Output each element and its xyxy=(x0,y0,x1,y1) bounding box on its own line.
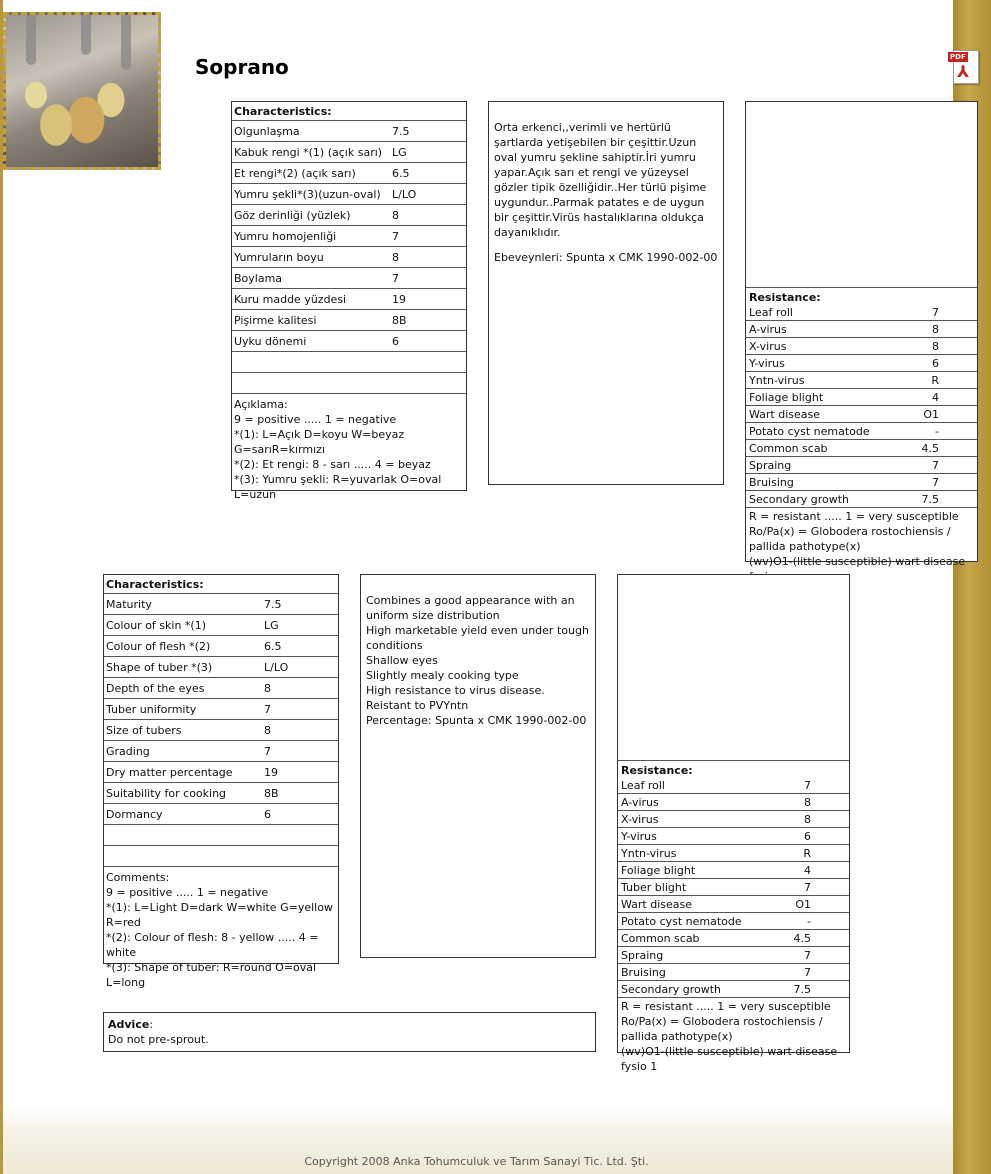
row-value: 6 xyxy=(262,804,338,825)
row-label: Tuber uniformity xyxy=(104,699,262,720)
row-label: Colour of skin *(1) xyxy=(104,615,262,636)
resistance-image-area xyxy=(746,102,977,288)
characteristic-row xyxy=(232,226,466,247)
characteristics-table-en xyxy=(103,574,339,989)
row-value: 8 xyxy=(262,678,338,699)
resistance-row xyxy=(746,423,977,440)
characteristics-table-tr xyxy=(231,101,467,501)
resistance-row xyxy=(746,338,977,355)
row-label: Olgunlaşma xyxy=(232,121,390,142)
row-label: X-virus xyxy=(618,811,776,828)
pdf-download-icon[interactable] xyxy=(948,50,978,84)
empty-row xyxy=(104,846,338,867)
description-line: Percentage: Spunta x CMK 1990-002-00 xyxy=(366,714,587,727)
row-value: 7 xyxy=(904,304,977,321)
row-value: 7.5 xyxy=(776,981,849,998)
row-value: 4.5 xyxy=(776,930,849,947)
row-value: O1 xyxy=(776,896,849,913)
row-label: A-virus xyxy=(746,321,904,338)
row-label: Yntn-virus xyxy=(618,845,776,862)
row-label: Suitability for cooking xyxy=(104,783,262,804)
row-label: X-virus xyxy=(746,338,904,355)
note-line: pallida pathotype(x) xyxy=(621,1030,733,1043)
resistance-row xyxy=(618,913,849,930)
row-label: Bruising xyxy=(618,964,776,981)
resistance-row xyxy=(746,457,977,474)
row-value: LG xyxy=(390,142,466,163)
row-label: Wart disease xyxy=(618,896,776,913)
description-box-tr xyxy=(488,101,724,485)
note-line: R = resistant ..... 1 = very susceptible xyxy=(621,1000,831,1013)
resistance-row xyxy=(618,947,849,964)
row-label: Kuru madde yüzdesi xyxy=(232,289,390,310)
characteristic-row xyxy=(232,205,466,226)
resistance-row xyxy=(746,389,977,406)
characteristic-row xyxy=(232,289,466,310)
note-line: *(2): Colour of flesh: 8 - yellow ..... 4 = white xyxy=(106,931,319,959)
row-label: Foliage blight xyxy=(746,389,904,406)
row-label: Pişirme kalitesi xyxy=(232,310,390,331)
row-label: Leaf roll xyxy=(746,304,904,321)
row-value: 8 xyxy=(776,794,849,811)
row-label: A-virus xyxy=(618,794,776,811)
row-value: 7.5 xyxy=(904,491,977,508)
parents-text: Ebeveynleri: Spunta x CMK 1990-002-00 xyxy=(494,251,718,264)
characteristic-row xyxy=(232,142,466,163)
resistance-row xyxy=(618,964,849,981)
row-value: 7 xyxy=(776,947,849,964)
note-line: G=sarıR=kırmızı xyxy=(234,443,326,456)
row-value: 19 xyxy=(262,762,338,783)
row-value: R xyxy=(776,845,849,862)
characteristics-notes xyxy=(104,867,338,993)
characteristic-row xyxy=(104,741,338,762)
description-text: Orta erkenci,,verimli ve hertürlü şartlarda yetişebilen bir çeşittir.Uzun oval yumru şekline sahiptir.İri yumru yapar.Açık sarı et rengi ve yüzeysel gözler tipik özelliğidir..Her türlü pişime uygundur..Parmak patates e de uygun bir çeşittir.Virüs hastalıklarına oldukça dayanıklıdır. xyxy=(494,121,707,239)
row-label: Et rengi*(2) (açık sarı) xyxy=(232,163,390,184)
note-line: 9 = positive ..... 1 = negative xyxy=(234,413,397,426)
resistance-row xyxy=(746,474,977,491)
note-line: (wv)O1-(little susceptible) wart disease fysio 1 xyxy=(621,1045,838,1073)
note-line: *(3): Yumru şekli: R=yuvarlak O=oval L=uzun xyxy=(234,473,442,501)
characteristic-row xyxy=(232,247,466,268)
row-value: 7 xyxy=(390,226,466,247)
row-value: LG xyxy=(262,615,338,636)
description-lines xyxy=(361,575,595,728)
characteristics-rows xyxy=(232,121,466,352)
row-label: Depth of the eyes xyxy=(104,678,262,699)
utensil-decor xyxy=(81,12,91,55)
characteristics-header: Characteristics: xyxy=(104,575,338,594)
row-label: Dry matter percentage xyxy=(104,762,262,783)
description-line: High marketable yield even under tough conditions xyxy=(366,624,589,652)
row-value: 8 xyxy=(904,321,977,338)
row-value: 6 xyxy=(390,331,466,352)
note-line: *(2): Et rengi: 8 - sarı ..... 4 = beyaz xyxy=(234,458,431,471)
copyright-text: Copyright 2008 Anka Tohumculuk ve Tarım Sanayi Tic. Ltd. Şti. xyxy=(304,1155,649,1168)
resistance-row xyxy=(746,304,977,321)
row-value: 6 xyxy=(776,828,849,845)
row-label: Potato cyst nematode xyxy=(618,913,776,930)
description-line: Shallow eyes xyxy=(366,654,438,667)
empty-row xyxy=(104,825,338,846)
row-value: 7 xyxy=(776,777,849,794)
characteristic-row xyxy=(232,310,466,331)
row-label: Common scab xyxy=(618,930,776,947)
row-value: L/LO xyxy=(390,184,466,205)
row-label: Yumru homojenliği xyxy=(232,226,390,247)
row-value: 4 xyxy=(904,389,977,406)
row-value: L/LO xyxy=(262,657,338,678)
variety-photo xyxy=(3,12,161,170)
note-line: (wv)O1-(little susceptible) wart disease xyxy=(749,555,966,568)
resistance-row xyxy=(618,879,849,896)
row-label: Spraing xyxy=(618,947,776,964)
characteristic-row xyxy=(232,268,466,289)
characteristic-row xyxy=(232,184,466,205)
resistance-rows xyxy=(618,777,849,998)
advice-text: Do not pre-sprout. xyxy=(108,1033,209,1046)
row-value: 8 xyxy=(904,338,977,355)
characteristic-row xyxy=(104,804,338,825)
row-label: Uyku dönemi xyxy=(232,331,390,352)
row-value: R xyxy=(904,372,977,389)
row-value: 6.5 xyxy=(262,636,338,657)
resistance-row xyxy=(618,777,849,794)
row-value: 7 xyxy=(776,964,849,981)
page-title: Soprano xyxy=(195,55,289,79)
row-label: Potato cyst nematode xyxy=(746,423,904,440)
characteristic-row xyxy=(104,636,338,657)
resistance-row xyxy=(746,440,977,457)
advice-label: Advice xyxy=(108,1018,150,1031)
characteristic-row xyxy=(104,762,338,783)
characteristic-row xyxy=(232,121,466,142)
characteristic-row xyxy=(104,699,338,720)
characteristic-row xyxy=(104,720,338,741)
resistance-table-en xyxy=(617,574,850,1073)
row-value: 8 xyxy=(776,811,849,828)
characteristics-header: Characteristics: xyxy=(232,102,466,121)
characteristic-row xyxy=(104,657,338,678)
row-label: Yumru şekli*(3)(uzun-oval) xyxy=(232,184,390,205)
resistance-row xyxy=(618,862,849,879)
characteristic-row xyxy=(104,783,338,804)
row-label: Maturity xyxy=(104,594,262,615)
row-value: O1 xyxy=(904,406,977,423)
row-value: 8B xyxy=(390,310,466,331)
note-line: Ro/Pa(x) = Globodera rostochiensis / xyxy=(621,1015,823,1028)
row-value: 6 xyxy=(904,355,977,372)
acrobat-logo-icon: ⅄ xyxy=(957,62,970,81)
row-label: Tuber blight xyxy=(618,879,776,896)
row-label: Bruising xyxy=(746,474,904,491)
characteristic-row xyxy=(104,615,338,636)
row-label: Grading xyxy=(104,741,262,762)
row-value: - xyxy=(904,423,977,440)
row-label: Göz derinliği (yüzlek) xyxy=(232,205,390,226)
row-label: Spraing xyxy=(746,457,904,474)
characteristic-row xyxy=(232,163,466,184)
row-label: Secondary growth xyxy=(746,491,904,508)
characteristic-row xyxy=(104,678,338,699)
description-line: Combines a good appearance with an uniform size distribution xyxy=(366,594,575,622)
resistance-row xyxy=(618,794,849,811)
characteristics-rows xyxy=(104,594,338,825)
resistance-row xyxy=(618,930,849,947)
row-label: Size of tubers xyxy=(104,720,262,741)
description-box-en xyxy=(360,574,596,958)
row-value: 7 xyxy=(904,474,977,491)
characteristics-notes xyxy=(232,394,466,505)
row-label: Dormancy xyxy=(104,804,262,825)
resistance-table-tr xyxy=(745,101,978,568)
resistance-row xyxy=(746,321,977,338)
row-value: 6.5 xyxy=(390,163,466,184)
note-line: Açıklama: xyxy=(234,398,288,411)
row-label: Wart disease xyxy=(746,406,904,423)
characteristic-row xyxy=(232,331,466,352)
resistance-row xyxy=(618,896,849,913)
resistance-row xyxy=(618,845,849,862)
note-line: 9 = positive ..... 1 = negative xyxy=(106,886,269,899)
row-value: 7 xyxy=(776,879,849,896)
row-value: 8 xyxy=(390,205,466,226)
row-value: 7 xyxy=(390,268,466,289)
row-label: Kabuk rengi *(1) (açık sarı) xyxy=(232,142,390,163)
resistance-row xyxy=(746,406,977,423)
resistance-row xyxy=(618,828,849,845)
row-value: 8 xyxy=(390,247,466,268)
row-value: 7 xyxy=(262,699,338,720)
row-value: 4 xyxy=(776,862,849,879)
pdf-label: PDF xyxy=(950,53,966,61)
note-line: *(1): L=Light D=dark W=white G=yellow R=red xyxy=(106,901,333,929)
resistance-notes xyxy=(746,508,977,584)
description-line: Slightly mealy cooking type xyxy=(366,669,519,682)
resistance-image-area xyxy=(618,575,849,761)
resistance-header: Resistance: xyxy=(621,764,693,777)
description-line: High resistance to virus disease. xyxy=(366,684,545,697)
empty-row xyxy=(232,373,466,394)
resistance-row xyxy=(746,355,977,372)
empty-row xyxy=(232,352,466,373)
resistance-row xyxy=(746,372,977,389)
row-value: 19 xyxy=(390,289,466,310)
description-line: Reistant to PVYntn xyxy=(366,699,469,712)
resistance-rows xyxy=(746,304,977,508)
note-line: *(3): Shape of tuber: R=round O=oval L=long xyxy=(106,961,317,989)
utensil-decor xyxy=(121,12,131,70)
row-label: Boylama xyxy=(232,268,390,289)
row-value: 7.5 xyxy=(262,594,338,615)
row-value: 7 xyxy=(262,741,338,762)
resistance-row xyxy=(618,981,849,998)
row-label: Common scab xyxy=(746,440,904,457)
utensil-decor xyxy=(26,12,36,65)
row-label: Shape of tuber *(3) xyxy=(104,657,262,678)
advice-box: Advice: Do not pre-sprout. xyxy=(103,1012,596,1052)
row-label: Secondary growth xyxy=(618,981,776,998)
row-value: - xyxy=(776,913,849,930)
row-label: Y-virus xyxy=(746,355,904,372)
row-value: 8B xyxy=(262,783,338,804)
row-label: Yntn-virus xyxy=(746,372,904,389)
note-line: pallida pathotype(x) xyxy=(749,540,861,553)
resistance-row xyxy=(618,811,849,828)
row-value: 4.5 xyxy=(904,440,977,457)
row-label: Leaf roll xyxy=(618,777,776,794)
row-label: Y-virus xyxy=(618,828,776,845)
row-label: Yumruların boyu xyxy=(232,247,390,268)
row-label: Colour of flesh *(2) xyxy=(104,636,262,657)
resistance-notes xyxy=(618,998,849,1074)
resistance-row xyxy=(746,491,977,508)
resistance-header: Resistance: xyxy=(749,291,821,304)
characteristic-row xyxy=(104,594,338,615)
note-line: Ro/Pa(x) = Globodera rostochiensis / xyxy=(749,525,951,538)
note-line: *(1): L=Açık D=koyu W=beyaz xyxy=(234,428,405,441)
row-value: 8 xyxy=(262,720,338,741)
note-line: Comments: xyxy=(106,871,170,884)
row-value: 7 xyxy=(904,457,977,474)
left-border xyxy=(0,0,3,1174)
row-label: Foliage blight xyxy=(618,862,776,879)
note-line: R = resistant ..... 1 = very susceptible xyxy=(749,510,959,523)
row-value: 7.5 xyxy=(390,121,466,142)
